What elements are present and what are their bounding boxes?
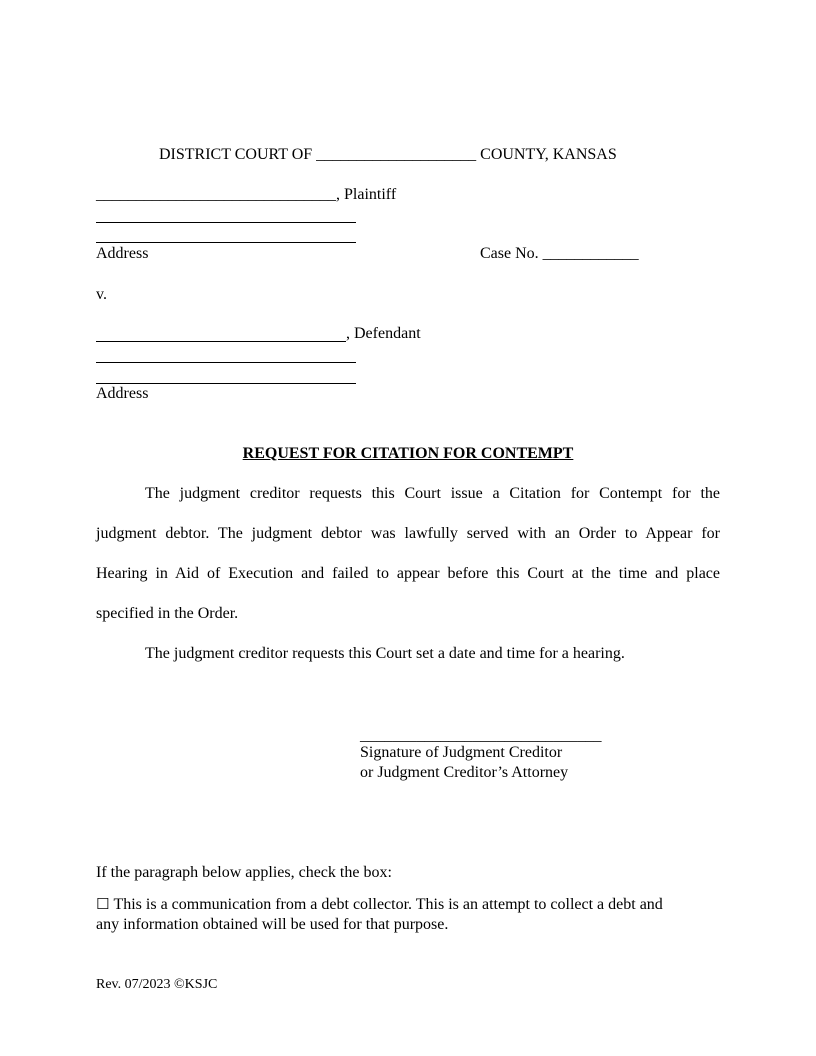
plaintiff-address-line-2[interactable] xyxy=(96,242,356,243)
case-number xyxy=(480,244,639,264)
revision-footer: Rev. 07/2023 ©KSJC xyxy=(96,977,218,992)
notice-line-1 xyxy=(96,894,663,915)
plaintiff-address-label: Address xyxy=(96,245,149,262)
paragraph-1-line-1: The judgment creditor requests this Court issue a Citation for Contempt for the xyxy=(145,485,720,502)
defendant-label: , Defendant xyxy=(346,325,421,342)
defendant-address-label: Address xyxy=(96,385,149,402)
case-no-blank-field[interactable]: ____________ xyxy=(542,245,639,262)
signature-label-line-1: Signature of Judgment Creditor xyxy=(360,744,563,761)
versus: v. xyxy=(96,286,107,303)
court-prefix: DISTRICT COURT OF xyxy=(159,146,313,163)
county-blank-field[interactable]: ____________________ xyxy=(316,146,477,163)
case-no-label: Case No. xyxy=(480,245,539,262)
notice-text-line-1: This is a communication from a debt collector. This is an attempt to collect a debt and xyxy=(113,896,663,913)
plaintiff-address-line-1[interactable] xyxy=(96,222,356,223)
debt-collector-checkbox[interactable]: ☐ xyxy=(96,895,110,913)
court-heading xyxy=(159,145,617,165)
document-title: REQUEST FOR CITATION FOR CONTEMPT xyxy=(242,445,574,462)
notice-line-2: any information obtained will be used for that purpose. xyxy=(96,916,449,933)
court-suffix: COUNTY, KANSAS xyxy=(480,146,617,163)
plaintiff-name-blank[interactable]: ______________________________ xyxy=(96,186,336,203)
plaintiff-label: , Plaintiff xyxy=(336,186,397,203)
defendant-address-line-1[interactable] xyxy=(96,362,356,363)
signature-label-line-2: or Judgment Creditor’s Attorney xyxy=(360,764,569,781)
paragraph-1-line-3: Hearing in Aid of Execution and failed to appear before this Court at the time and place xyxy=(96,565,720,582)
defendant-name-line[interactable] xyxy=(96,341,346,342)
paragraph-1-line-2: judgment debtor. The judgment debtor was lawfully served with an Order to Appear for xyxy=(96,525,720,542)
paragraph-2: The judgment creditor requests this Court set a date and time for a hearing. xyxy=(145,645,625,662)
notice-instruction: If the paragraph below applies, check the box: xyxy=(96,864,392,881)
paragraph-1-line-4: specified in the Order. xyxy=(96,605,239,622)
signature-line[interactable]: ______________________________ xyxy=(360,727,602,744)
plaintiff-line xyxy=(96,185,396,205)
